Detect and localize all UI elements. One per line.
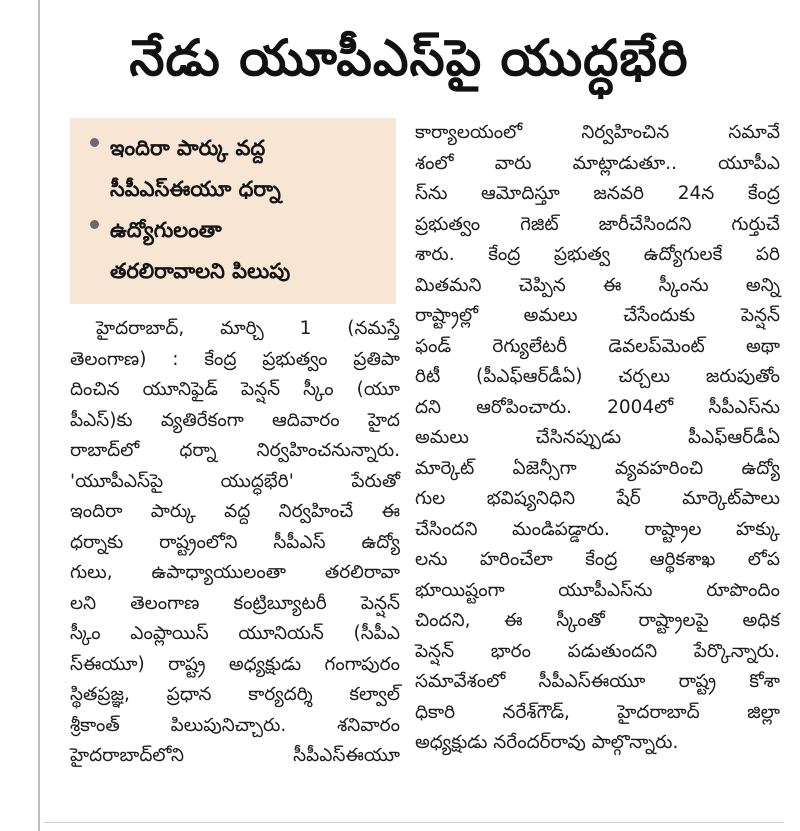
highlight-line: ఉద్యోగులంతా bbox=[110, 218, 222, 242]
text-line: మార్కెట్‌ ఏజెన్సీగా వ్యవహరించి ఉద్యో bbox=[415, 457, 780, 479]
bullet-icon bbox=[90, 138, 99, 147]
text-line: చేసిందని మండిపడ్డారు. రాష్ట్రాల హక్కు bbox=[415, 518, 780, 540]
highlight-item bbox=[88, 128, 386, 210]
text-line: ఫండ్‌ రెగ్యులేటరీ డెవలప్‌మెంట్‌ అథా bbox=[415, 335, 780, 357]
text-line: గుల భవిష్యనిధిని షేర్‌ మార్కెట్‌పాలు bbox=[415, 488, 780, 509]
text-line: పీఎస్‌)కు వ్యతిరేకంగా ఆదివారం హైద bbox=[70, 409, 400, 431]
highlight-item bbox=[88, 210, 386, 292]
text-line: రాబాద్‌లో ధర్నా నిర్వహించనున్నారు. bbox=[70, 440, 400, 461]
text-line: హైదరాబాద్‌లోని సీపీఎస్‌ఈయూ bbox=[70, 745, 400, 766]
highlight-line: సీపీఎస్‌ఈయూ ధర్నా bbox=[110, 177, 281, 201]
text-line: 'యూపీఎస్‌పై యుద్ధభేరి' పేరుతో bbox=[70, 470, 400, 492]
text-line: పెన్షన్‌ భారం పడుతుందని పేర్కొన్నారు. bbox=[415, 640, 780, 662]
text-line: ధర్నాకు రాష్ట్రంలోని సీపీఎస్‌ ఉద్యో bbox=[70, 531, 400, 553]
text-line: అధ్యక్షుడు నరేందర్‌రావు పాల్గొన్నారు. bbox=[415, 732, 679, 753]
bottom-rule bbox=[44, 822, 784, 823]
text-line: తెలంగాణ) : కేంద్ర ప్రభుత్వం ప్రతిపా bbox=[70, 348, 400, 370]
headline: నేడు యూపీఎస్‌పై యుద్ధభేరి bbox=[129, 29, 689, 87]
text-line: లను హరించేలా కేంద్ర ఆర్థికశాఖ లోప bbox=[415, 549, 780, 570]
text-line: మితమని చెప్పిన ఈ స్కీంను అన్ని bbox=[415, 274, 780, 296]
text-line: శంలో వారు మాట్లాడుతూ.. యూపీఎ bbox=[415, 152, 780, 174]
text-line: రాష్ట్రాల్లో అమలు చేసేందుకు పెన్షన్‌ bbox=[415, 305, 780, 326]
highlight-line: ఇందిరా పార్కు వద్ద bbox=[110, 136, 266, 160]
text-line: సమావేశంలో సీపీఎస్‌ఈయూ రాష్ట్ర కోశా bbox=[415, 671, 780, 692]
text-line: ప్రభుత్వం గెజిట్‌ జారీచేసిందని గుర్తుచే bbox=[415, 213, 780, 235]
text-line: హైదరాబాద్‌, మార్చి 1 (నమస్తే bbox=[96, 318, 400, 339]
text-line: చిందని, ఈ స్కీంతో రాష్ట్రాలపై అధిక bbox=[415, 610, 780, 631]
column-divider bbox=[38, 0, 40, 831]
text-line: దని ఆరోపించారు. 2004లో సీపీఎస్‌ను bbox=[415, 396, 780, 418]
text-line: స్‌ను ఆమోదిస్తూ జనవరి 24న కేంద్ర bbox=[415, 183, 780, 204]
text-line: శారు. కేంద్ర ప్రభుత్వ ఉద్యోగులకే పరి bbox=[415, 244, 780, 265]
text-line: ధికారి నరేశ్‌గౌడ్‌, హైదరాబాద్‌ జిల్లా bbox=[415, 701, 780, 723]
text-line: భూయిష్టంగా యూపీఎస్‌ను రూపొందిం bbox=[415, 579, 780, 601]
text-line: లని తెలంగాణ కంట్రిబ్యూటరీ పెన్షన్‌ bbox=[70, 592, 400, 614]
bullet-icon bbox=[90, 220, 99, 229]
text-line: శ్రీకాంత్‌ పిలుపునిచ్చారు. శనివారం bbox=[70, 714, 400, 736]
text-line: గులు, ఉపాధ్యాయులంతా తరలిరావా bbox=[70, 562, 400, 583]
text-line: రిటీ (పీఎఫ్‌ఆర్‌డీఏ) చర్చలు జరుపుతోం bbox=[415, 366, 780, 387]
text-line: కార్యాలయంలో నిర్వహించిన సమావే bbox=[415, 122, 780, 143]
text-line: ఇందిరా పార్కు వద్ద నిర్వహించే ఈ bbox=[70, 501, 400, 522]
text-line: స్‌ఈయూ) రాష్ట్ర అధ్యక్షుడు గంగాపురం bbox=[70, 653, 400, 675]
text-line: అమలు చేసినప్పుడు పీఎఫ్‌ఆర్‌డీఏ bbox=[415, 427, 780, 448]
text-line: స్థితప్రజ్ఞ, ప్రధాన కార్యదర్శి కల్వాల్‌ bbox=[70, 684, 400, 705]
text-line: స్కీం ఎంప్లాయిస్‌ యూనియన్‌ (సీపీఎ bbox=[70, 623, 400, 644]
highlights-box bbox=[70, 118, 396, 304]
highlight-line: తరలిరావాలని పిలుపు bbox=[110, 259, 291, 283]
article-left-column bbox=[70, 314, 400, 772]
text-line: దించిన యూనిఫైడ్‌ పెన్షన్‌ స్కీం (యూ bbox=[70, 379, 400, 400]
article-right-column bbox=[415, 118, 780, 759]
